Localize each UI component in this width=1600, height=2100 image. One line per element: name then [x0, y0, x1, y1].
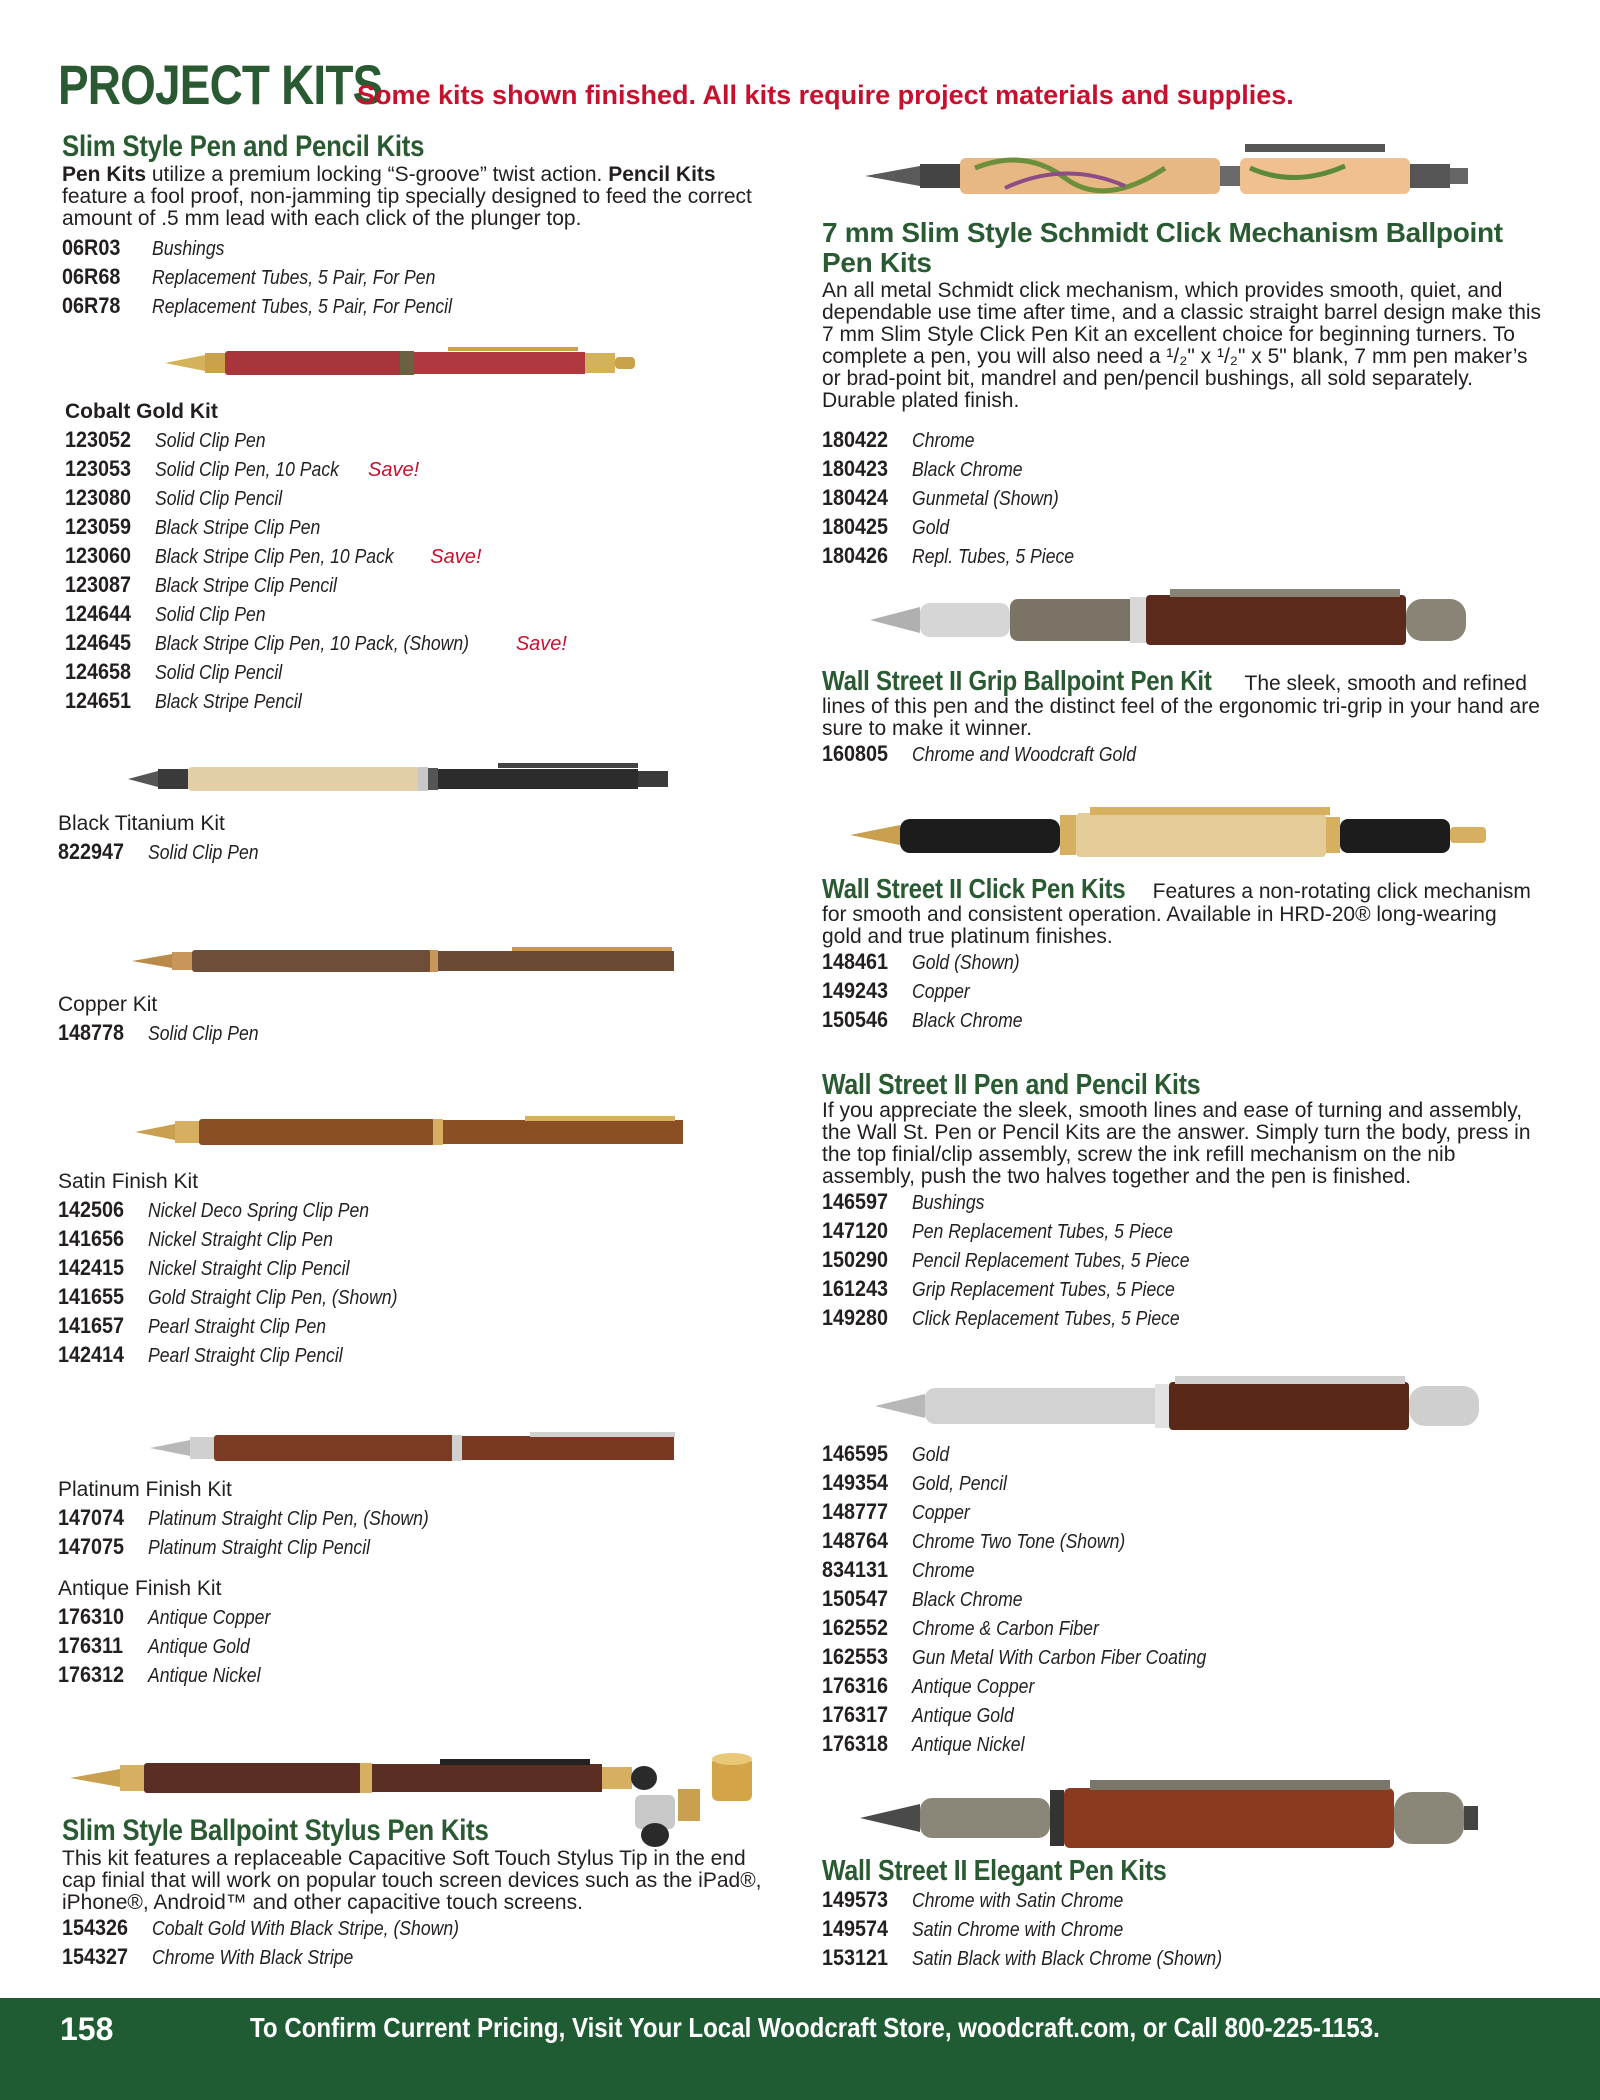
sku: 153121: [822, 1945, 889, 1970]
elegant-section: [822, 1856, 1542, 1973]
sku: 123060: [65, 543, 132, 568]
sku: 06R78: [62, 293, 121, 318]
item-desc: Gold, Pencil: [912, 1473, 1007, 1495]
list-item: [58, 1632, 618, 1661]
sku: 176310: [58, 1604, 125, 1629]
item-desc: Repl. Tubes, 5 Piece: [912, 546, 1075, 568]
sku: 147075: [58, 1534, 125, 1559]
list-item: [58, 1341, 618, 1370]
list-item: [58, 1661, 618, 1690]
item-desc: Bushings: [152, 238, 225, 260]
sku: 123087: [65, 572, 132, 597]
item-desc: Pen Replacement Tubes, 5 Piece: [912, 1221, 1173, 1243]
pen-image-click: [850, 805, 1500, 865]
pen-image-satin: [135, 1113, 695, 1151]
item-list: [62, 234, 782, 321]
sku: 06R68: [62, 264, 121, 289]
cobalt-gold-kit: [65, 400, 585, 716]
section-title: Wall Street II Elegant Pen Kits: [822, 1855, 1167, 1887]
sku: 124658: [65, 659, 132, 684]
item-desc: Black Stripe Clip Pencil: [155, 575, 337, 597]
item-desc: Solid Clip Pencil: [155, 488, 283, 510]
list-item: [822, 1614, 1542, 1643]
list-item: [822, 740, 1542, 769]
sku: 146597: [822, 1189, 889, 1214]
list-item: [58, 838, 578, 867]
item-desc: Black Chrome: [912, 1010, 1023, 1032]
sku: 124644: [65, 601, 132, 626]
sku: 141656: [58, 1226, 125, 1251]
sku: 822947: [58, 839, 125, 864]
section-title: Slim Style Ballpoint Stylus Pen Kits: [62, 1814, 489, 1847]
section-body: An all metal Schmidt click mechanism, which provides smooth, quiet, and dependable use time after time, and a classic straight barrel design make this 7 mm Slim Style Click Pen Kit an excellent choice for beginning turners. To complete a pen, you will also need a ¹/₂" x ¹/₂" x 5" blank, 7 mm pen maker’s or brad-point bit, mandrel and pen/pencil bushings, all sold separately. Durable plated finish.: [822, 279, 1542, 412]
antique-finish-kit: [58, 1577, 618, 1690]
item-desc: Chrome Two Tone (Shown): [912, 1531, 1126, 1553]
list-item: [822, 1246, 1542, 1275]
sku: 150290: [822, 1247, 889, 1272]
kit-title: Copper Kit: [58, 993, 158, 1016]
section-body: This kit features a replaceable Capacitive Soft Touch Stylus Tip in the end cap finial that will work on popular touch screen devices such as the iPad®, iPhone®, Android™ and other capacitive touch screens.: [62, 1847, 762, 1914]
item-desc: Antique Gold: [912, 1705, 1014, 1727]
item-desc: Copper: [912, 1502, 970, 1524]
sku: 141655: [58, 1284, 125, 1309]
item-desc: Platinum Straight Clip Pen, (Shown): [148, 1508, 429, 1530]
item-desc: Solid Clip Pen: [148, 1023, 259, 1045]
pen-image-platinum: [150, 1428, 685, 1468]
stylus-section: [62, 1816, 782, 1972]
list-item: [65, 426, 585, 455]
item-desc: Black Stripe Clip Pen, 10 Pack, (Shown): [155, 633, 470, 655]
sku: 149280: [822, 1305, 889, 1330]
list-item: [58, 1254, 618, 1283]
list-item: [822, 542, 1542, 571]
item-desc: Chrome: [912, 1560, 975, 1582]
kit-title: Platinum Finish Kit: [58, 1478, 232, 1501]
list-item: [65, 455, 585, 484]
list-item: [65, 484, 585, 513]
pen-image-black-titanium: [128, 760, 683, 798]
list-item: [58, 1603, 618, 1632]
list-item: [65, 629, 585, 658]
list-item: [822, 1886, 1542, 1915]
footer-text: To Confirm Current Pricing, Visit Your Local Woodcraft Store, woodcraft.com, or Call 800-225-1153.: [250, 2012, 1380, 2043]
item-desc: Black Chrome: [912, 1589, 1023, 1611]
item-desc: Bushings: [912, 1192, 985, 1214]
bold-term: Pen Kits: [62, 163, 147, 186]
item-desc: Replacement Tubes, 5 Pair, For Pencil: [152, 296, 452, 318]
satin-finish-kit: [58, 1170, 618, 1370]
section-body: [62, 164, 782, 230]
item-desc: Black Stripe Clip Pen, 10 Pack: [155, 546, 394, 568]
section-title: Wall Street II Click Pen Kits: [822, 873, 1126, 904]
schmidt-section: [822, 218, 1542, 571]
item-desc: Copper: [912, 981, 970, 1003]
list-item: [62, 1943, 782, 1972]
page-title: PROJECT KITS: [58, 53, 383, 116]
sku: 141657: [58, 1313, 125, 1338]
slim-style-section: [62, 132, 782, 321]
item-desc: Antique Nickel: [912, 1734, 1025, 1756]
item-desc: Antique Copper: [148, 1607, 271, 1629]
item-desc: Click Replacement Tubes, 5 Piece: [912, 1308, 1180, 1330]
sku: 176316: [822, 1673, 889, 1698]
list-item: [822, 1304, 1542, 1333]
item-desc: Gold Straight Clip Pen, (Shown): [148, 1287, 398, 1309]
pen-image-copper: [132, 944, 684, 978]
item-desc: Satin Black with Black Chrome (Shown): [912, 1948, 1223, 1970]
sku: 123053: [65, 456, 132, 481]
list-item: [58, 1533, 618, 1562]
sku: 123080: [65, 485, 132, 510]
save-badge: Save!: [368, 459, 420, 481]
item-desc: Solid Clip Pen: [155, 604, 266, 626]
sku: 180423: [822, 456, 889, 481]
item-desc: Solid Clip Pen: [155, 430, 266, 452]
list-item: [58, 1225, 618, 1254]
pen-image-grip: [870, 585, 1480, 655]
list-item: [822, 455, 1542, 484]
list-item: [822, 977, 1542, 1006]
list-item: [65, 542, 585, 571]
item-desc: Pearl Straight Clip Pencil: [148, 1345, 343, 1367]
list-item: [58, 1196, 618, 1225]
ws-pen-pencil-section: [822, 1070, 1542, 1333]
list-item: [822, 1556, 1542, 1585]
sku: 180424: [822, 485, 889, 510]
list-item: [65, 571, 585, 600]
sku: 180426: [822, 543, 889, 568]
sku: 124651: [65, 688, 132, 713]
item-desc: Chrome with Satin Chrome: [912, 1890, 1124, 1912]
sku: 123059: [65, 514, 132, 539]
list-item: [822, 1188, 1542, 1217]
list-item: [822, 1701, 1542, 1730]
item-desc: Solid Clip Pen: [148, 842, 259, 864]
item-desc: Solid Clip Pencil: [155, 662, 283, 684]
save-badge: Save!: [515, 633, 567, 655]
list-item: [58, 1312, 618, 1341]
sku: 180422: [822, 427, 889, 452]
sku: 148764: [822, 1528, 889, 1553]
ws-finish-list: [822, 1440, 1542, 1759]
sku: 142506: [58, 1197, 125, 1222]
sku: 149243: [822, 978, 889, 1003]
pen-image-cobalt-gold: [165, 343, 640, 383]
section-title: 7 mm Slim Style Schmidt Click Mechanism Ballpoint Pen Kits: [822, 217, 1503, 278]
list-item: [822, 1527, 1542, 1556]
list-item: [822, 1469, 1542, 1498]
list-item: [58, 1283, 618, 1312]
list-item: [65, 600, 585, 629]
sku: 176312: [58, 1662, 125, 1687]
list-item: [58, 1504, 618, 1533]
list-item: [822, 1275, 1542, 1304]
list-item: [822, 1006, 1542, 1035]
list-item: [65, 658, 585, 687]
list-item: [822, 426, 1542, 455]
item-desc: Pearl Straight Clip Pen: [148, 1316, 327, 1338]
sku: 149354: [822, 1470, 889, 1495]
list-item: [62, 234, 782, 263]
pen-image-chrome-two-tone: [875, 1372, 1495, 1440]
item-desc: Antique Nickel: [148, 1665, 261, 1687]
sku: 154327: [62, 1944, 129, 1969]
item-desc: Grip Replacement Tubes, 5 Piece: [912, 1279, 1175, 1301]
list-item: [65, 513, 585, 542]
sku: 142415: [58, 1255, 125, 1280]
item-desc: Pencil Replacement Tubes, 5 Piece: [912, 1250, 1190, 1272]
sku: 176317: [822, 1702, 889, 1727]
item-desc: Gold (Shown): [912, 952, 1020, 974]
list-item: [822, 1217, 1542, 1246]
sku: 180425: [822, 514, 889, 539]
list-item: [822, 1730, 1542, 1759]
list-item: [822, 1672, 1542, 1701]
list-item: [65, 687, 585, 716]
sku: 162553: [822, 1644, 889, 1669]
click-section: [822, 874, 1542, 1035]
sku: 124645: [65, 630, 132, 655]
sku: 834131: [822, 1557, 889, 1582]
sku: 146595: [822, 1441, 889, 1466]
item-desc: Black Chrome: [912, 459, 1023, 481]
item-desc: Gold: [912, 1444, 950, 1466]
list-item: [58, 1019, 578, 1048]
item-desc: Gunmetal (Shown): [912, 488, 1059, 510]
item-desc: Replacement Tubes, 5 Pair, For Pen: [152, 267, 436, 289]
black-titanium-kit: [58, 812, 578, 867]
item-list: [822, 426, 1542, 571]
page-subtitle: Some kits shown finished. All kits require project materials and supplies.: [357, 80, 1294, 110]
item-desc: Black Stripe Clip Pen: [155, 517, 321, 539]
sku: 147120: [822, 1218, 889, 1243]
list-item: [822, 513, 1542, 542]
bold-term: Pencil Kits: [608, 163, 716, 186]
platinum-finish-kit: [58, 1478, 618, 1562]
item-desc: Black Stripe Pencil: [155, 691, 302, 713]
list-item: [822, 1944, 1542, 1973]
sku: 147074: [58, 1505, 125, 1530]
sku: 06R03: [62, 235, 121, 260]
sku: 149573: [822, 1887, 889, 1912]
sku: 150546: [822, 1007, 889, 1032]
list-item: [822, 1440, 1542, 1469]
pen-image-elegant: [860, 1776, 1485, 1858]
sku: 150547: [822, 1586, 889, 1611]
item-desc: Cobalt Gold With Black Stripe, (Shown): [152, 1918, 459, 1940]
sku: 148461: [822, 949, 889, 974]
body-text: utilize a premium locking “S-groove” twist action.: [146, 163, 609, 186]
section-title: Wall Street II Grip Ballpoint Pen Kit: [822, 665, 1212, 696]
pen-image-schmidt: [865, 138, 1470, 202]
body-text: The sleek, smooth and refined lines of this pen and the distinct feel of the ergonomic tri-grip in your hand are sure to make it winner.: [822, 672, 1540, 740]
kit-title: Cobalt Gold Kit: [65, 400, 218, 423]
kit-title: Satin Finish Kit: [58, 1170, 199, 1193]
sku: 148777: [822, 1499, 889, 1524]
sku: 149574: [822, 1916, 889, 1941]
section-body: If you appreciate the sleek, smooth lines and ease of turning and assembly, the Wall St. Pen or Pencil Kits are the answer. Simply turn the body, press in the top finial/clip assembly, screw the ink refill mechanism on the nib assembly, push the two halves together and the pen is finished.: [822, 1099, 1531, 1188]
list-item: [822, 948, 1542, 977]
list-item: [62, 292, 782, 321]
sku: 154326: [62, 1915, 129, 1940]
sku: 123052: [65, 427, 132, 452]
page-number: 158: [60, 2011, 114, 2047]
item-desc: Chrome and Woodcraft Gold: [912, 744, 1137, 766]
copper-kit: [58, 993, 578, 1048]
list-item: [62, 263, 782, 292]
list-item: [822, 1498, 1542, 1527]
save-badge: Save!: [430, 546, 482, 568]
body-text: Features a non-rotating click mechanism for smooth and consistent operation. Available in HRD-20® long-wearing gold and true platinum finishes.: [822, 880, 1531, 948]
list-item: [822, 1915, 1542, 1944]
item-desc: Nickel Deco Spring Clip Pen: [148, 1200, 370, 1222]
sku: 148778: [58, 1020, 125, 1045]
item-desc: Chrome: [912, 430, 975, 452]
item-desc: Solid Clip Pen, 10 Pack: [155, 459, 339, 481]
item-desc: Nickel Straight Clip Pen: [148, 1229, 333, 1251]
sku: 162552: [822, 1615, 889, 1640]
sku: 142414: [58, 1342, 125, 1367]
item-desc: Antique Copper: [912, 1676, 1035, 1698]
sku: 176318: [822, 1731, 889, 1756]
kit-title: Black Titanium Kit: [58, 812, 225, 835]
list-item: [822, 1585, 1542, 1614]
item-desc: Nickel Straight Clip Pencil: [148, 1258, 350, 1280]
body-text: feature a fool proof, non-jamming tip specially designed to feed the correct amount of .5 mm lead with each click of the plunger top.: [62, 185, 752, 230]
list-item: [822, 484, 1542, 513]
grip-section: [822, 666, 1542, 769]
item-desc: Chrome & Carbon Fiber: [912, 1618, 1099, 1640]
sku: 160805: [822, 741, 889, 766]
list-item: [62, 1914, 782, 1943]
section-title: Wall Street II Pen and Pencil Kits: [822, 1069, 1201, 1101]
section-body: [822, 666, 1542, 740]
item-desc: Platinum Straight Clip Pencil: [148, 1537, 371, 1559]
item-desc: Gold: [912, 517, 950, 539]
section-body: [822, 874, 1542, 948]
sku: 176311: [58, 1633, 123, 1658]
section-title: Slim Style Pen and Pencil Kits: [62, 130, 425, 163]
item-desc: Chrome With Black Stripe: [152, 1947, 354, 1969]
item-desc: Gun Metal With Carbon Fiber Coating: [912, 1647, 1207, 1669]
item-desc: Satin Chrome with Chrome: [912, 1919, 1124, 1941]
list-item: [822, 1643, 1542, 1672]
item-desc: Antique Gold: [148, 1636, 250, 1658]
kit-title: Antique Finish Kit: [58, 1577, 222, 1600]
sku: 161243: [822, 1276, 889, 1301]
